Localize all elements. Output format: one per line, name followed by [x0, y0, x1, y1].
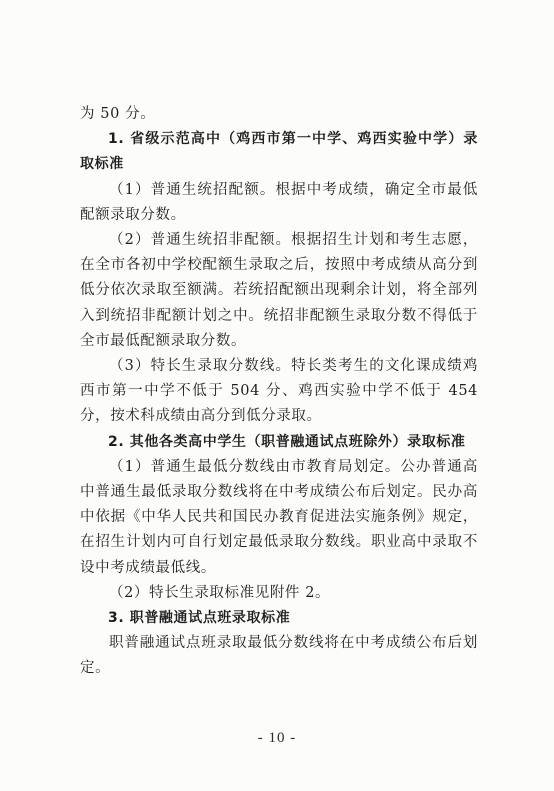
section-heading-2: 2. 其他各类高中学生（职普融通试点班除外）录取标准 [108, 433, 466, 450]
paragraph-2-1: （1）普通生最低分数线由市教育局划定。公办普通高中普通生最低录取分数线将在中考成绩公布后划定。民办高中依据《中华人民共和国民办教育促进法实施条例》规定，在招生计划内可自行划定最低录取分数线。职业高中录取不设中考成绩最低线。 [80, 458, 478, 576]
paragraph-3-1: 职普融通试点班录取最低分数线将在中考成绩公布后划定。 [80, 635, 478, 677]
page-number: - 10 - [257, 730, 297, 746]
paragraph-1-2: （2）普通生统招非配额。根据招生计划和考生志愿，在全市各初中学校配额生录取之后，按照中考成绩从高分到低分依次录取至额满。若统招配额出现剩余计划，将全部列入到统招非配额计划之中。统招非配额生录取分数不得低于全市最低配额录取分数。 [80, 232, 478, 349]
document-body [80, 102, 478, 682]
paragraph-1-3: （3）特长生录取分数线。特长类考生的文化课成绩鸡西市第一中学不低于 504 分、鸡西实验中学不低于 454 分，按术科成绩由高分到低分录取。 [80, 358, 478, 425]
paragraph-continuation: 为 50 分。 [80, 106, 156, 122]
paragraph-1-1: （1）普通生统招配额。根据中考成绩，确定全市最低配额录取分数。 [80, 181, 478, 223]
paragraph-2-2: （2）特长生录取标准见附件 2。 [109, 584, 331, 601]
section-heading-1: 1. 省级示范高中（鸡西市第一中学、鸡西实验中学）录取标准 [80, 131, 478, 173]
section-heading-3: 3. 职普融通试点班录取标准 [108, 610, 291, 627]
